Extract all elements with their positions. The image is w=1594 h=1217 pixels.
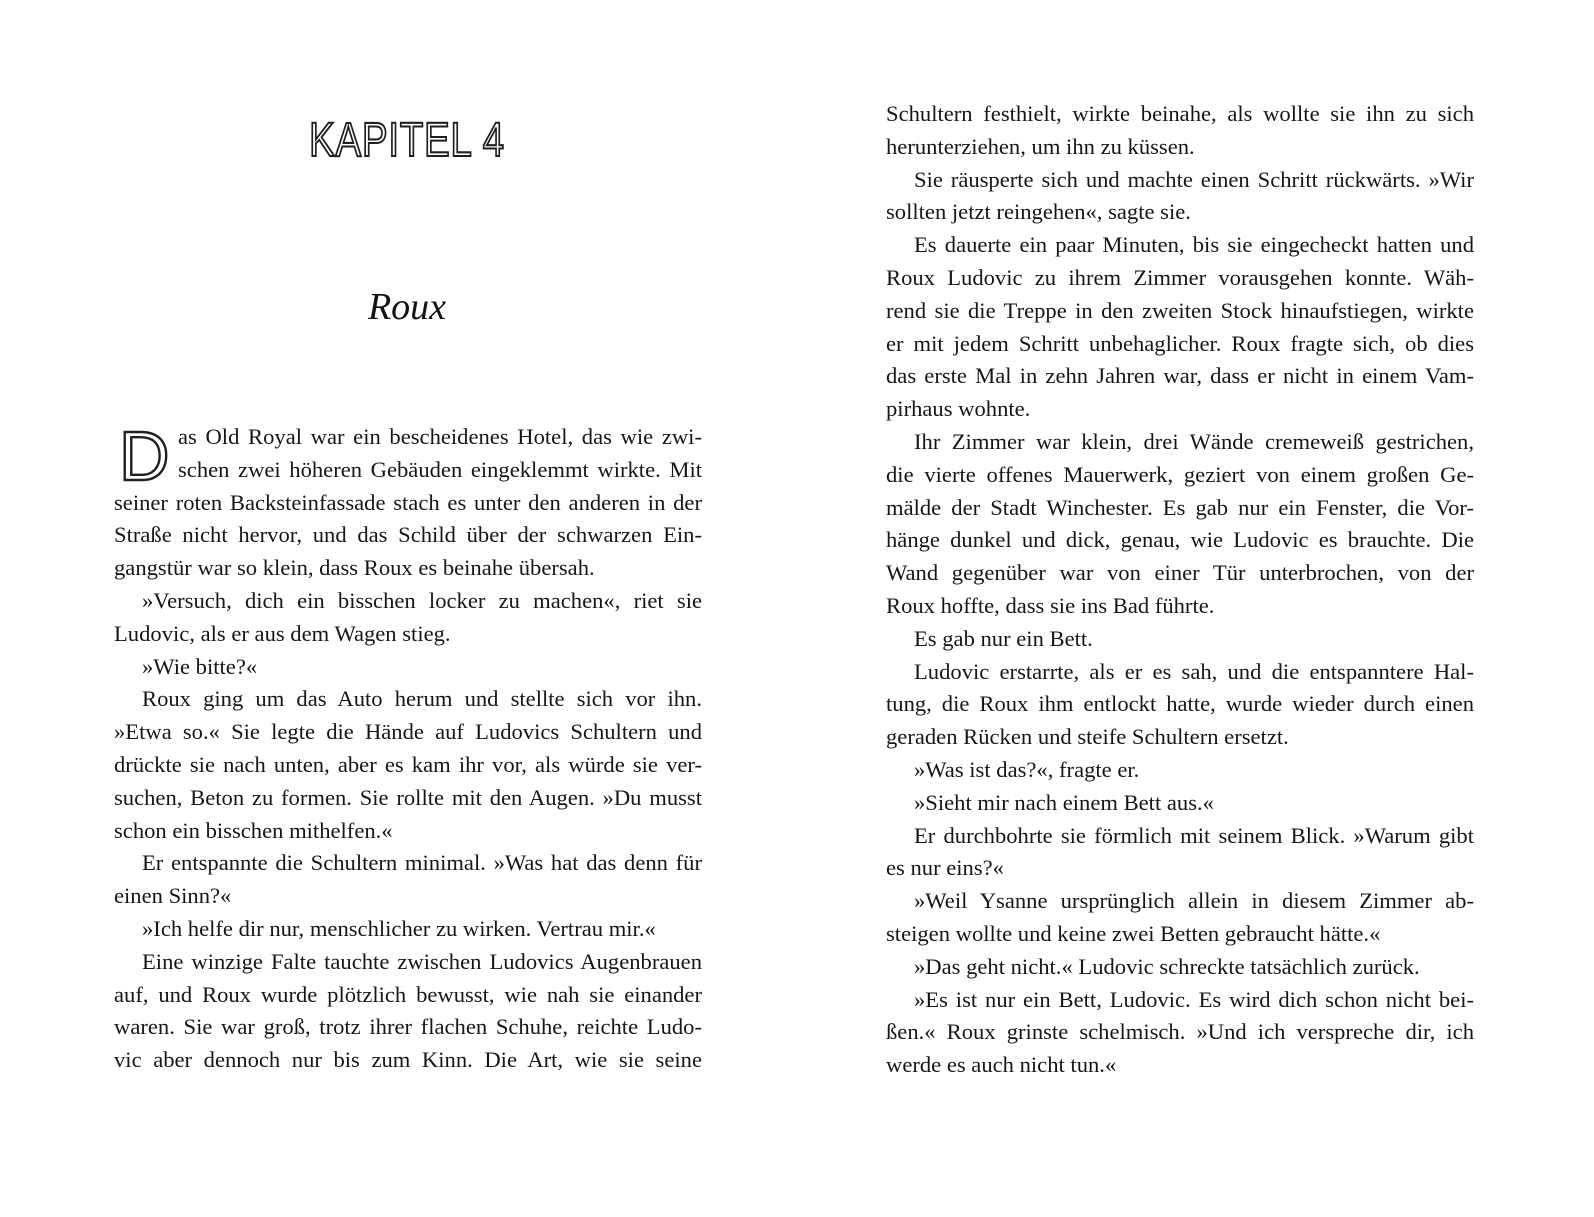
text-line: »Das geht nicht.« Ludovic schreckte tatsächlich zurück. — [914, 953, 1420, 979]
left-page-body — [114, 417, 702, 1077]
text-line: die vierte offenes Mauerwerk, geziert von einem großen Ge- — [886, 461, 1474, 487]
text-line: werde es auch nicht tun.« — [886, 1052, 1117, 1078]
text-line: es nur eins?« — [886, 855, 1004, 881]
text-line: »Weil Ysanne ursprünglich allein in diesem Zimmer ab- — [914, 888, 1474, 914]
right-page-body — [886, 98, 1474, 1082]
text-line: auf, und Roux wurde plötzlich bewusst, wie nah sie einander — [114, 981, 702, 1007]
text-line: pirhaus wohnte. — [886, 396, 1031, 422]
text-line: sollten jetzt reingehen«, sagte sie. — [886, 199, 1191, 225]
text-line: ßen.« Roux grinste schelmisch. »Und ich verspreche dir, ich — [886, 1019, 1474, 1045]
text-line: »Ich helfe dir nur, menschlicher zu wirken. Vertrau mir.« — [142, 915, 656, 941]
text-line: schen zwei höheren Gebäuden eingeklemmt wirkte. Mit — [178, 456, 702, 482]
text-line: geraden Rücken und steife Schultern ersetzt. — [886, 724, 1289, 750]
text-line: hänge dunkel und dick, genau, wie Ludovic es brauchte. Die — [886, 527, 1474, 553]
text-line: »Wie bitte?« — [142, 653, 258, 679]
text-line: »Sieht mir nach einem Bett aus.« — [914, 789, 1214, 815]
text-line: Es dauerte ein paar Minuten, bis sie eingecheckt hatten und — [914, 232, 1474, 258]
text-line: »Es ist nur ein Bett, Ludovic. Es wird dich schon nicht bei- — [914, 986, 1474, 1012]
text-line: waren. Sie war groß, trotz ihrer flachen Schuhe, reichte Ludo- — [114, 1014, 702, 1040]
text-line: herunterziehen, um ihn zu küssen. — [886, 133, 1195, 159]
text-line: Ihr Zimmer war klein, drei Wände cremeweiß gestrichen, — [914, 428, 1474, 454]
text-line: »Versuch, dich ein bisschen locker zu machen«, riet sie — [142, 587, 702, 613]
text-line: »Etwa so.« Sie legte die Hände auf Ludovics Schultern und — [114, 719, 702, 745]
text-line: Straße nicht hervor, und das Schild über der schwarzen Ein- — [114, 522, 702, 548]
text-line: vic aber dennoch nur bis zum Kinn. Die Art, wie sie seine — [114, 1047, 702, 1073]
text-line: schon ein bisschen mithelfen.« — [114, 817, 393, 843]
text-line: tung, die Roux ihm entlockt hatte, wurde wieder durch einen — [886, 691, 1474, 717]
drop-cap: D — [119, 417, 170, 495]
text-line: Wand gegenüber war von einer Tür unterbrochen, von der — [886, 560, 1474, 586]
text-line: steigen wollte und keine zwei Betten gebraucht hätte.« — [886, 920, 1381, 946]
text-line: einen Sinn?« — [114, 883, 232, 909]
text-line: mälde der Stadt Winchester. Es gab nur ein Fenster, die Vor- — [886, 494, 1474, 520]
text-line: Eine winzige Falte tauchte zwischen Ludovics Augenbrauen — [142, 948, 702, 974]
text-line: Er durchbohrte sie förmlich mit seinem Blick. »Warum gibt — [914, 822, 1474, 848]
text-line: as Old Royal war ein bescheidenes Hotel, das wie zwi- — [178, 424, 702, 449]
text-line: Roux Ludovic zu ihrem Zimmer vorausgehen konnte. Wäh- — [886, 264, 1474, 290]
text-line: Schultern festhielt, wirkte beinahe, als wollte sie ihn zu sich — [886, 101, 1474, 126]
text-line: Roux hoffte, dass sie ins Bad führte. — [886, 592, 1215, 618]
text-line: Ludovic erstarrte, als er es sah, und die entspanntere Hal- — [914, 658, 1474, 684]
text-line: er mit jedem Schritt unbehaglicher. Roux fragte sich, ob dies — [886, 330, 1474, 356]
text-line: seiner roten Backsteinfassade stach es unter den anderen in der — [114, 489, 702, 515]
text-line: »Was ist das?«, fragte er. — [914, 756, 1140, 782]
chapter-heading: KAPITEL 4 — [309, 114, 505, 167]
chapter-title: Roux — [367, 286, 447, 328]
text-line: das erste Mal in zehn Jahren war, dass er nicht in einem Vam- — [886, 363, 1474, 389]
text-line: suchen, Beton zu formen. Sie rollte mit den Augen. »Du musst — [114, 784, 702, 810]
text-line: Es gab nur ein Bett. — [914, 625, 1093, 651]
text-line: Roux ging um das Auto herum und stellte sich vor ihn. — [142, 686, 702, 712]
text-line: Er entspannte die Schultern minimal. »Was hat das denn für — [142, 850, 702, 876]
text-line: Ludovic, als er aus dem Wagen stieg. — [114, 620, 451, 646]
text-line: gangstür war so klein, dass Roux es beinahe übersah. — [114, 555, 595, 581]
text-line: rend sie die Treppe in den zweiten Stock hinaufstiegen, wirkte — [886, 297, 1474, 323]
text-line: drückte sie nach unten, aber es kam ihr vor, als würde sie ver- — [114, 751, 702, 777]
text-line: Sie räusperte sich und machte einen Schritt rückwärts. »Wir — [914, 166, 1474, 192]
